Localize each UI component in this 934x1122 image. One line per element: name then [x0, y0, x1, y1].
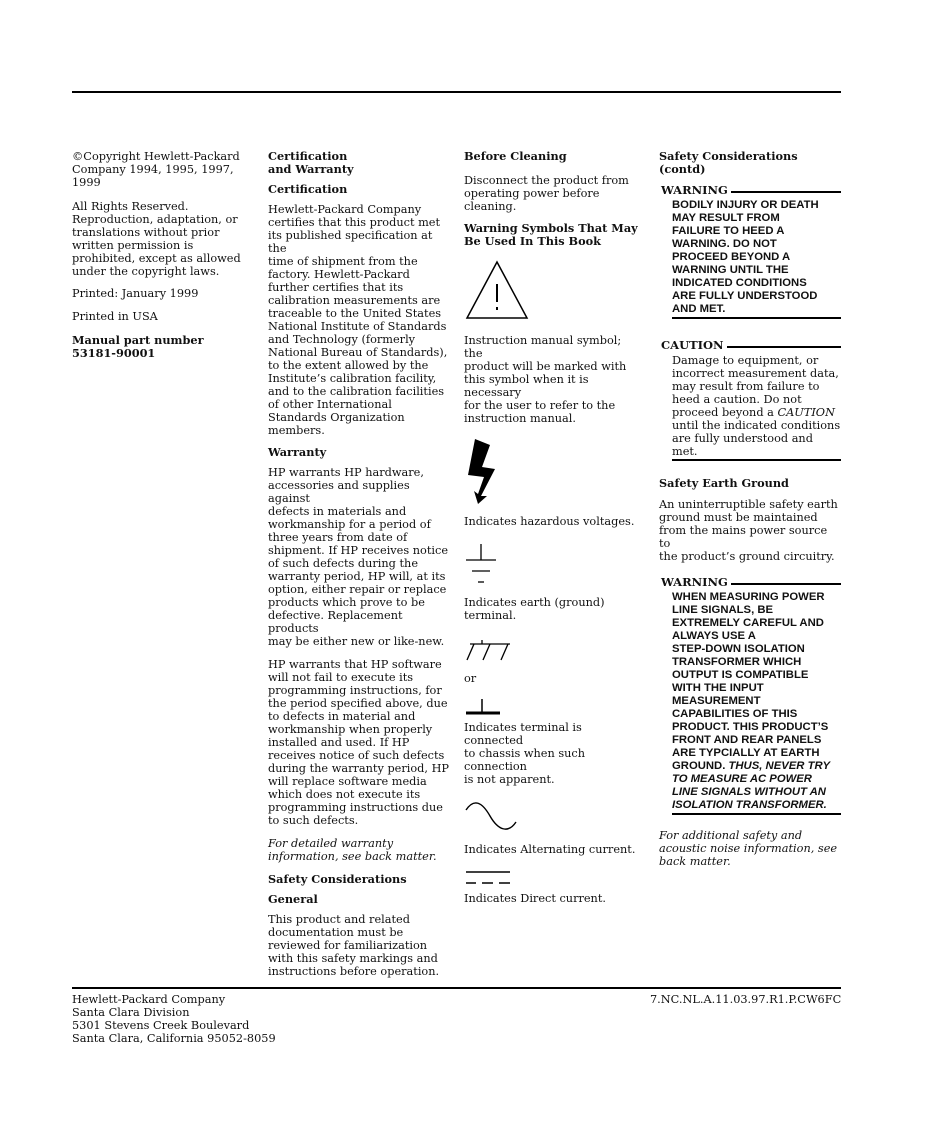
alternating-current-text: Indicates Alternating current.	[464, 843, 636, 856]
warranty-hardware-text: HP warrants HP hardware, accessories and supplies against defects in materials and workmanship for a period of three years from date of shipment. If HP receives notice of such defects during the warranty period, HP will, at its option, either repair or replace products which prove to be defective. Replacement products may be either new or like-new.	[268, 466, 448, 648]
safety-considerations-heading: Safety Considerations	[268, 872, 407, 886]
instruction-manual-text: Instruction manual symbol; the product will be marked with this symbol when it is necessary for the user to refer to the instruction manual.	[464, 334, 627, 425]
before-cleaning-heading: Before Cleaning	[464, 149, 567, 163]
caution-label: CAUTION	[661, 339, 841, 352]
warning-symbols-heading: Warning Symbols That May Be Used In This Book	[464, 221, 638, 248]
warranty-heading: Warranty	[268, 445, 327, 459]
additional-safety-note: For additional safety and acoustic noise information, see back matter.	[659, 829, 838, 868]
alternating-current-icon	[464, 800, 518, 834]
earth-terminal-text: Indicates earth (ground) terminal.	[464, 596, 605, 622]
warning-label-1: WARNING	[661, 184, 841, 197]
certification-warranty-heading: Certification and Warranty	[268, 149, 354, 176]
certification-heading: Certification	[268, 182, 348, 196]
general-text: This product and related documentation must be reviewed for familiarization with this safety markings and instructions before operation.	[268, 913, 440, 978]
safety-earth-ground-heading: Safety Earth Ground	[659, 476, 789, 490]
column-safety	[659, 150, 841, 878]
top-rule	[72, 91, 841, 93]
chassis-terminal-icon	[464, 697, 504, 717]
warning-box-1-text: BODILY INJURY OR DEATH MAY RESULT FROM FAILURE TO HEED A WARNING. DO NOT PROCEED BEYOND A WARNING UNTIL THE INDICATED CONDITIONS ARE FULLY UNDERSTOOD AND MET.	[672, 199, 841, 319]
manual-part-label: Manual part number	[72, 333, 204, 347]
chassis-ground-icon	[464, 638, 516, 664]
footer-document-code: 7.NC.NL.A.11.03.97.R1.P.CW6FC	[650, 993, 842, 1006]
printed-date: Printed: January 1999	[72, 287, 199, 300]
safety-earth-ground-text: An uninterruptible safety earth ground must be maintained from the mains power source to the product’s ground circuitry.	[659, 498, 838, 563]
column-certification	[268, 150, 450, 988]
direct-current-icon	[464, 868, 514, 888]
before-cleaning-text: Disconnect the product from operating power before cleaning.	[464, 174, 629, 213]
instruction-manual-warning-icon	[464, 257, 530, 323]
hazardous-voltage-icon	[464, 437, 504, 505]
footer-address: Hewlett-Packard Company Santa Clara Division 5301 Stevens Creek Boulevard Santa Clara, California 95052-8059	[72, 993, 276, 1045]
chassis-connection-text: Indicates terminal is connected to chassis when such connection is not apparent.	[464, 721, 586, 786]
manual-part-number: 53181-90001	[72, 346, 156, 360]
column-symbols	[464, 150, 640, 915]
printed-location: Printed in USA	[72, 310, 158, 323]
warranty-note: For detailed warranty information, see back matter.	[268, 837, 437, 863]
caution-box-text: Damage to equipment, or incorrect measurement data, may result from failure to heed a caution. Do not proceed beyond a CAUTION until the indicated conditions are fully understood and met.	[672, 354, 841, 461]
earth-ground-icon	[464, 542, 504, 588]
copyright-notice: ©Copyright Hewlett-Packard Company 1994, 1995, 1997, 1999	[72, 150, 240, 189]
column-copyright	[72, 150, 244, 360]
general-heading: General	[268, 892, 318, 906]
certification-text: Hewlett-Packard Company certifies that this product met its published specification at the time of shipment from the factory. Hewlett-Packard further certifies that its calibration measurements are traceable to the United States National Institute of Standards and Technology (formerly National Bureau of Standards), to the extent allowed by the Institute’s calibration facility, and to the calibration facilities of other International Standards Organization members.	[268, 203, 448, 437]
safety-contd-heading: Safety Considerations (contd)	[659, 149, 798, 176]
rights-notice: All Rights Reserved. Reproduction, adaptation, or translations without prior written permission is prohibited, except as allowed under the copyright laws.	[72, 200, 241, 278]
or-text: or	[464, 672, 477, 685]
warning-label-2: WARNING	[661, 576, 841, 589]
warranty-software-text: HP warrants that HP software will not fail to execute its programming instructions, for the period specified above, due to defects in material and workmanship when properly installed and used. If HP receives notice of such defects during the warranty period, HP will replace software media which does not execute its programming instructions due to such defects.	[268, 658, 450, 827]
direct-current-text: Indicates Direct current.	[464, 892, 606, 905]
hazardous-voltage-text: Indicates hazardous voltages.	[464, 515, 635, 528]
bottom-rule	[72, 987, 841, 989]
warning-box-2-text: WHEN MEASURING POWER LINE SIGNALS, BE EXTREMELY CAREFUL AND ALWAYS USE A STEP-DOWN ISOLATION TRANSFORMER WHICH OUTPUT IS COMPATIBLE WITH THE INPUT MEASUREMENT CAPABILITIES OF THIS PRODUCT. THIS PRODUCT’S FRONT AND REAR PANELS ARE TYPCIALLY AT EARTH GROUND. THUS, NEVER TRY TO MEASURE AC POWER LINE SIGNALS WITHOUT AN ISOLATION TRANSFORMER.	[672, 591, 841, 815]
